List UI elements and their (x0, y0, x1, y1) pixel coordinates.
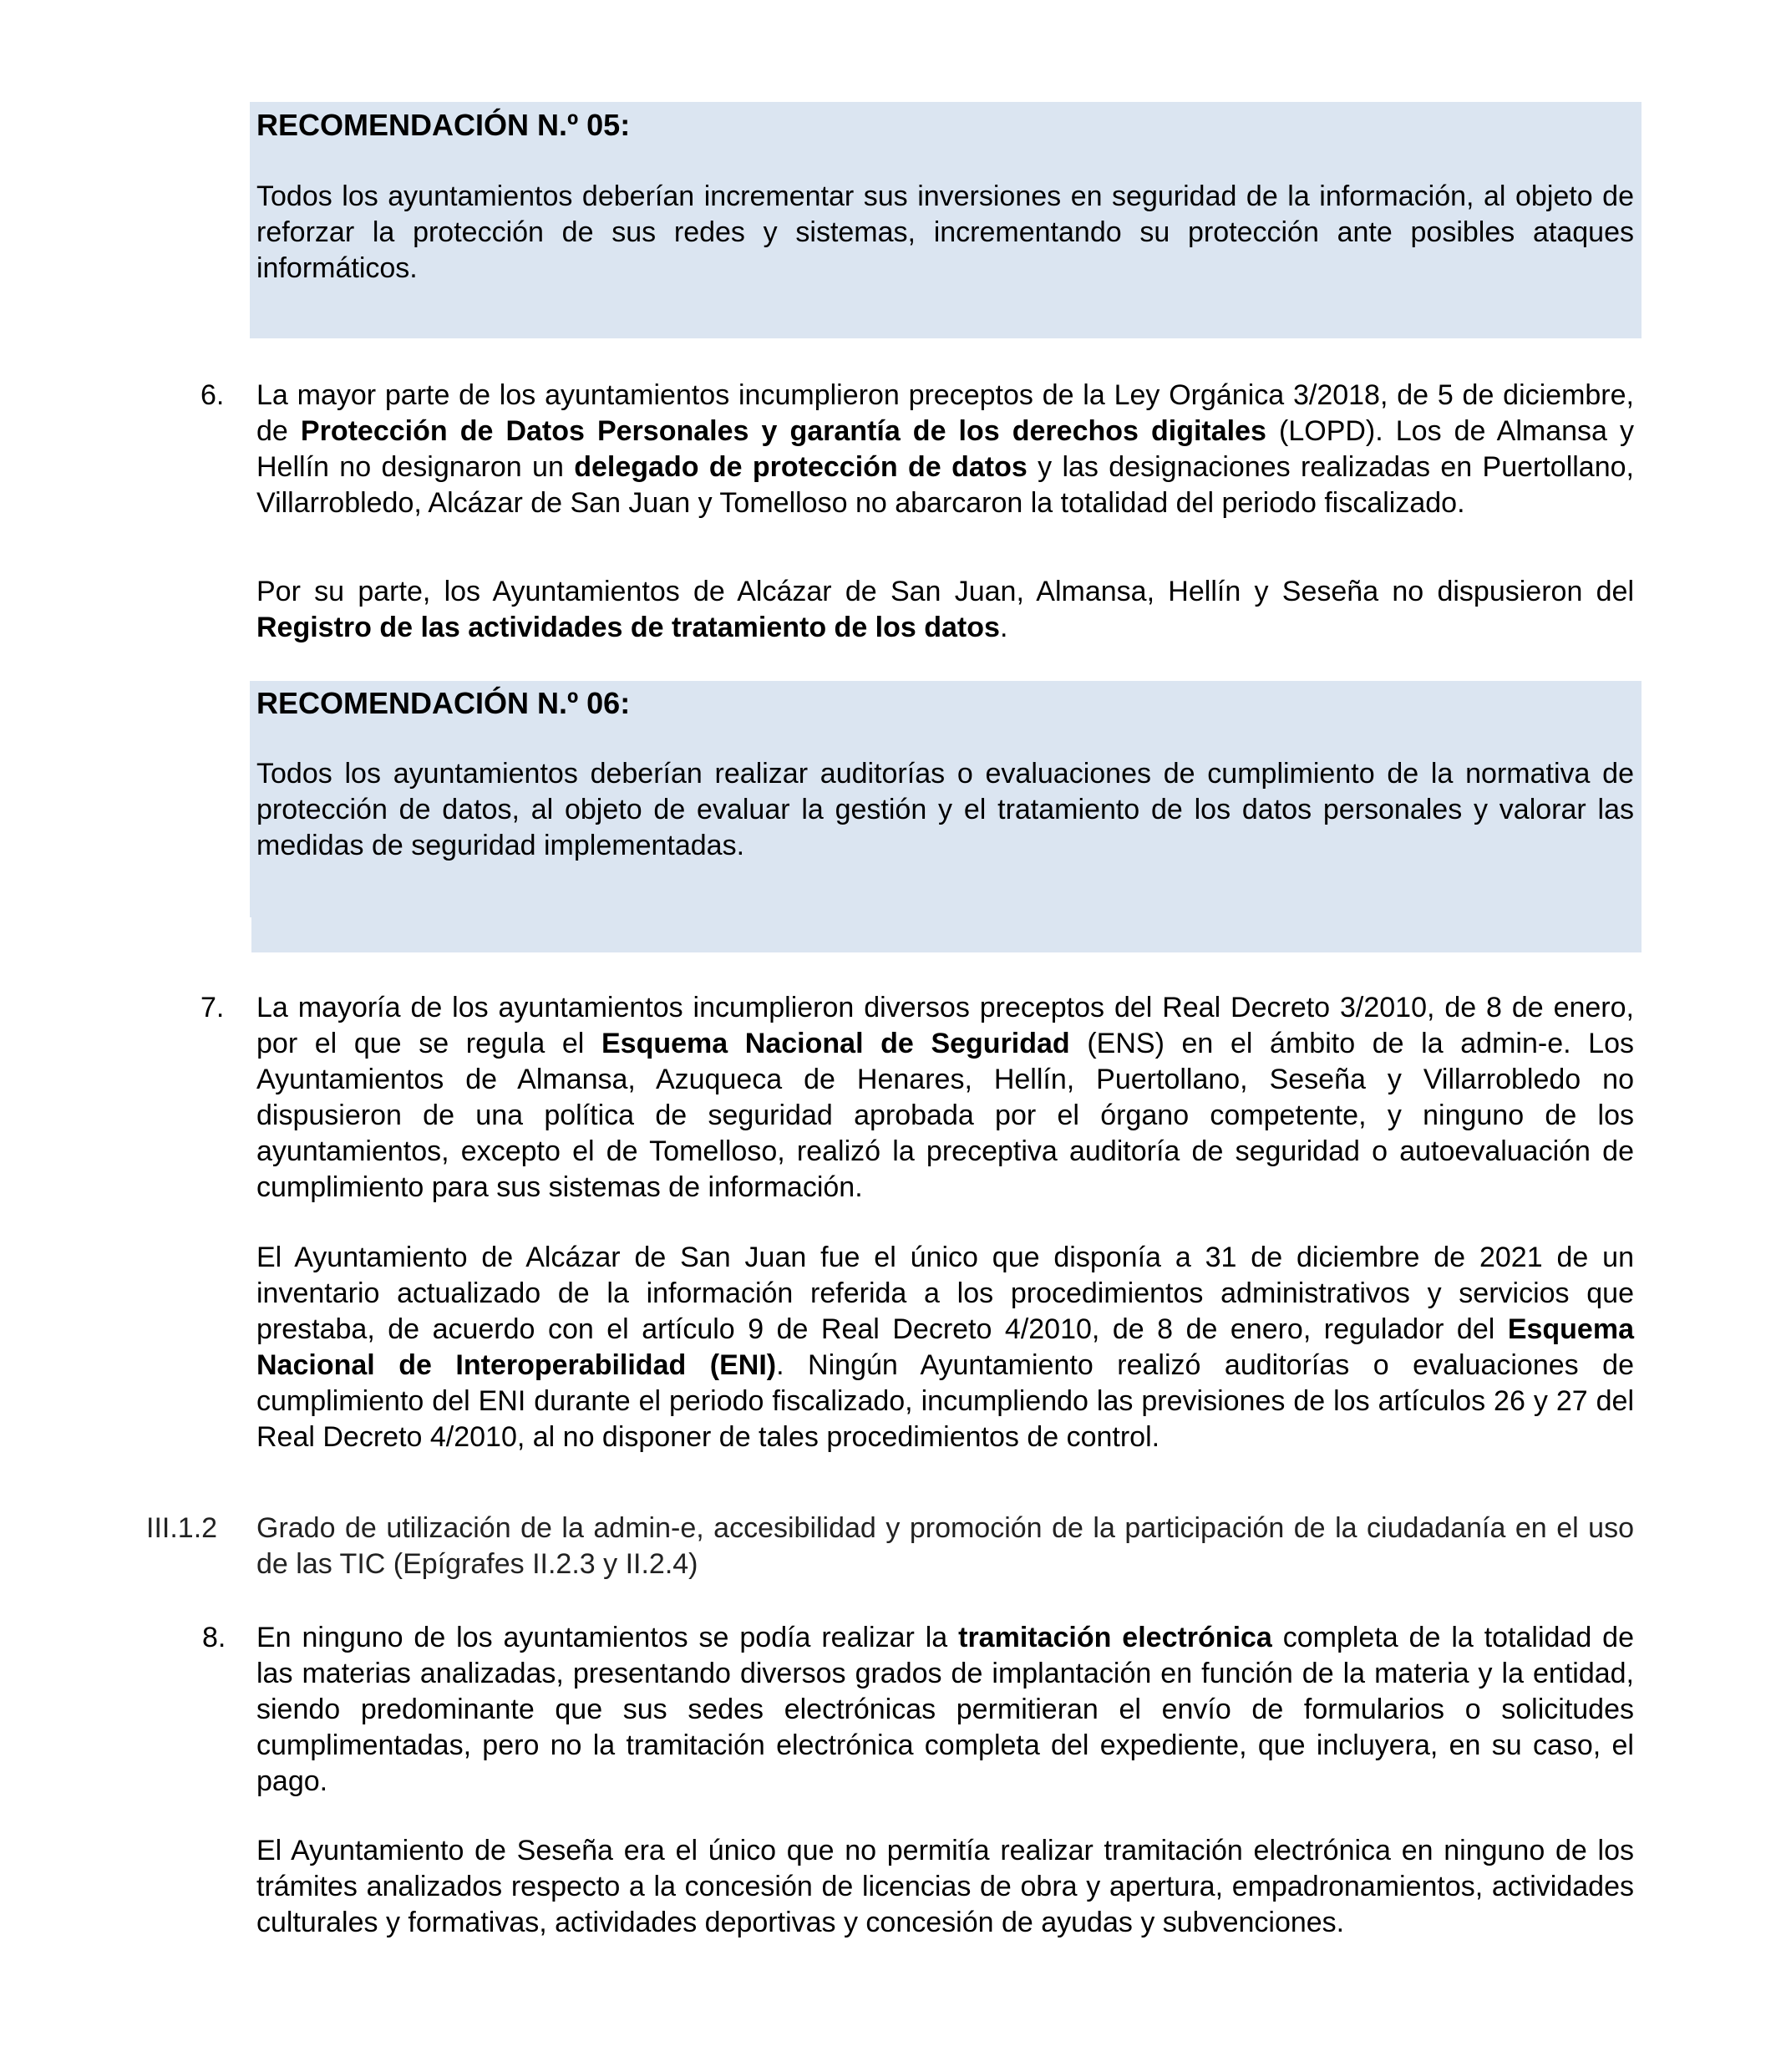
section-heading: Grado de utilización de la admin-e, accesibilidad y promoción de la participación de la ciudadanía en el uso de las TIC (Epígrafes II.2.3 y II.2.4) (256, 1512, 1634, 1580)
bold-text: Protección de Datos Personales y garantía de los derechos digitales (300, 415, 1266, 447)
recommendation-05-body: Todos los ayuntamientos deberían incrementar sus inversiones en seguridad de la información, al objeto de reforzar la protección de sus redes y sistemas, incrementando su protección ante posibles ataques informáticos. (256, 180, 1634, 284)
item-6-number: 6. (200, 379, 225, 411)
bold-text: Esquema Nacional de Interoperabilidad (ENI) (256, 1313, 1634, 1381)
text: La mayoría de los ayuntamientos incumplieron diversos preceptos del Real Decreto 3/2010, de 8 de enero, por el que se regula el (256, 992, 1634, 1059)
text: Por su parte, los Ayuntamientos de Alcázar de San Juan, Almansa, Hellín y Seseña no dispusieron del (256, 576, 1634, 607)
text: . (999, 612, 1008, 643)
bold-text: Registro de las actividades de tratamiento de los datos (256, 612, 1000, 643)
item-6-paragraph-1 (256, 378, 1634, 521)
item-8-paragraph-2: El Ayuntamiento de Seseña era el único que no permitía realizar tramitación electrónica en ninguno de los trámites analizados respecto a la concesión de licencias de obra y apertura, empadronamientos, actividades culturales y formativas, actividades deportivas y concesión de ayudas y subvenciones. (256, 1835, 1634, 1938)
bold-text: Esquema Nacional de Seguridad (601, 1028, 1070, 1059)
text: (LOPD). Los de Almansa y Hellín no designaron un (256, 415, 1635, 483)
item-6-paragraph-2 (256, 574, 1634, 646)
text: (ENS) en el ámbito de la admin-e. Los Ayuntamientos de Almansa, Azuqueca de Henares, Hellín, Puertollano, Seseña y Villarrobledo no dispusieron de una política de seguridad aprobada por el órgano competente, y ninguno de los ayuntamientos, excepto el de Tomelloso, realizó la preceptiva auditoría de seguridad o autoevaluación de cumplimiento para sus sistemas de información. (256, 1028, 1634, 1203)
text: La mayor parte de los ayuntamientos incumplieron preceptos de la Ley Orgánica 3/2018, de 5 de diciembre, de (256, 379, 1634, 447)
section-number: III.1.2 (146, 1512, 218, 1544)
bold-text: delegado de protección de datos (574, 451, 1028, 483)
item-7-number: 7. (200, 992, 225, 1023)
recommendation-06-body: Todos los ayuntamientos deberían realizar auditorías o evaluaciones de cumplimiento de la normativa de protección de datos, al objeto de evaluar la gestión y el tratamiento de los datos personales y valorar las medidas de seguridad implementadas. (256, 758, 1634, 861)
item-7-paragraph-1 (256, 990, 1634, 1206)
text: . Ningún Ayuntamiento realizó auditorías o evaluaciones de cumplimiento del ENI durante el periodo fiscalizado, incumpliendo las previsiones de los artículos 26 y 27 del Real Decreto 4/2010, al no disponer de tales procedimientos de control. (256, 1349, 1634, 1453)
item-8-number: 8. (202, 1622, 226, 1653)
text: completa de la totalidad de las materias analizadas, presentando diversos grados de implantación en función de la materia y la entidad, siendo predominante que sus sedes electrónicas permitieran el envío de formularios o solicitudes cumplimentadas, pero no la tramitación electrónica completa del expediente, que incluyera, en su caso, el pago. (256, 1622, 1634, 1797)
item-7-paragraph-2 (256, 1240, 1634, 1455)
recommendation-05-title: RECOMENDACIÓN N.º 05: (256, 108, 631, 142)
item-8-paragraph-1 (256, 1620, 1634, 1800)
recommendation-06-title: RECOMENDACIÓN N.º 06: (256, 686, 631, 720)
text: En ninguno de los ayuntamientos se podía realizar la (256, 1622, 959, 1653)
bold-text: tramitación electrónica (958, 1622, 1272, 1653)
box-edge-notch (250, 917, 251, 952)
text: El Ayuntamiento de Alcázar de San Juan fue el único que disponía a 31 de diciembre de 2021 de un inventario actualizado de la información referida a los procedimientos administrativos y servicios que prestaba, de acuerdo con el artículo 9 de Real Decreto 4/2010, de 8 de enero, regulador del (256, 1242, 1634, 1345)
text: y las designaciones realizadas en Puertollano, Villarrobledo, Alcázar de San Juan y Tomelloso no abarcaron la totalidad del periodo fiscalizado. (256, 451, 1634, 519)
